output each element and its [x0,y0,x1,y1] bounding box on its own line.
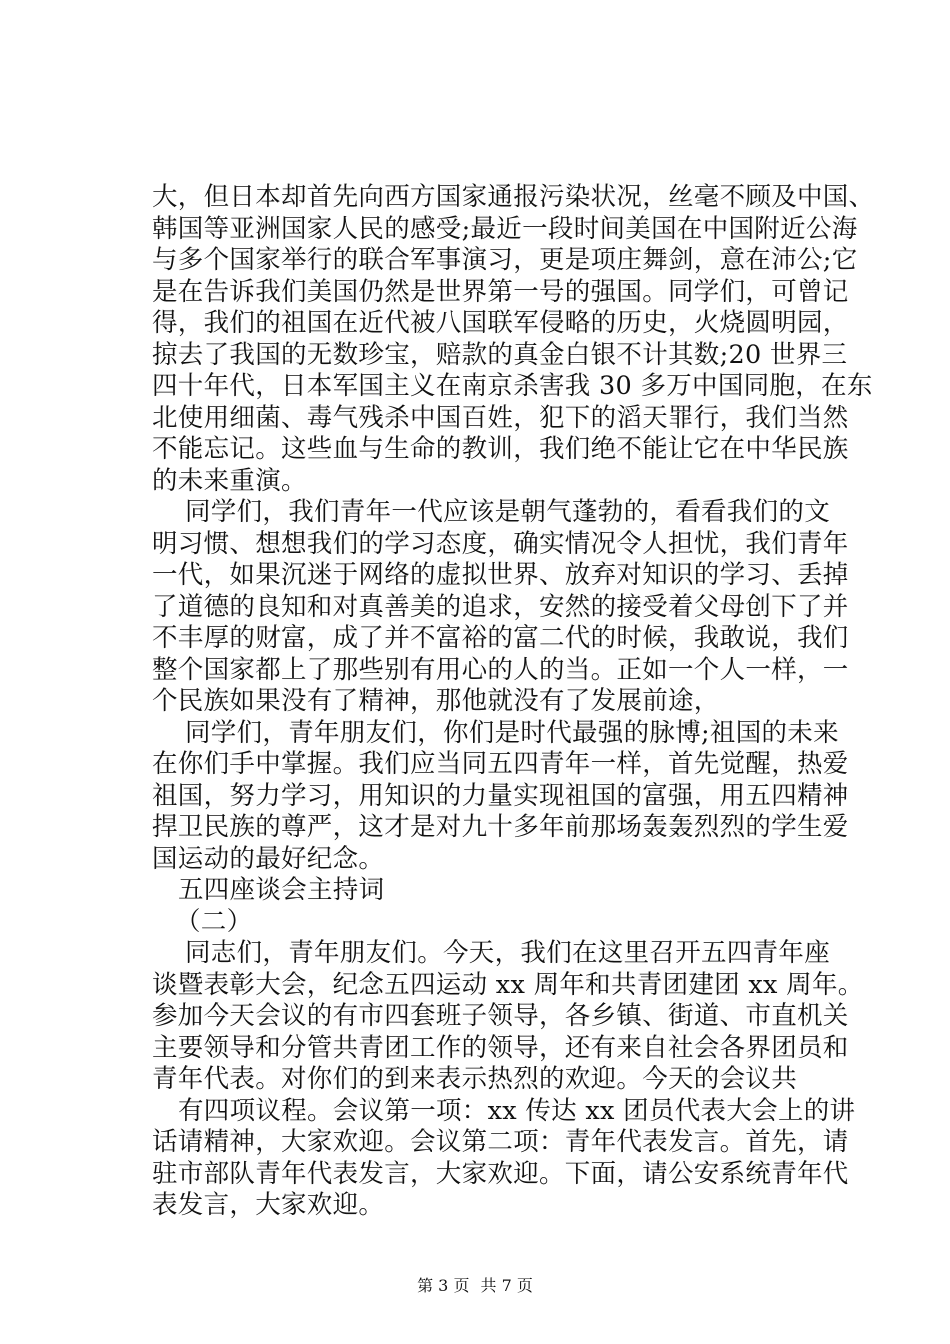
text-line: 与多个国家举行的联合军事演习，更是项庄舞剑，意在沛公;它 [152,245,858,275]
text-line: 掠去了我国的无数珍宝，赔款的真金白银不计其数;20 世界三 [152,340,848,370]
text-line: 青年代表。对你们的到来表示热烈的欢迎。今天的会议共 [152,1064,798,1094]
text-line: 主要领导和分管共青团工作的领导，还有来自社会各界团员和 [152,1033,849,1063]
text-line: 不能忘记。这些血与生命的教训，我们绝不能让它在中华民族 [152,434,849,464]
text-line: 大，但日本却首先向西方国家通报污染状况，丝毫不顾及中国、 [152,182,875,212]
text-line: 是在告诉我们美国仍然是世界第一号的强国。同学们，可曾记 [152,277,849,307]
text-line: 五四座谈会主持词 [178,875,385,905]
text-line: 在你们手中掌握。我们应当同五四青年一样，首先觉醒，热爱 [152,749,849,779]
text-line: 祖国，努力学习，用知识的力量实现祖国的富强，用五四精神 [152,781,849,811]
text-line: 有四项议程。会议第一项：xx 传达 xx 团员代表大会上的讲 [178,1096,856,1126]
text-line: 整个国家都上了那些别有用心的人的当。正如一个人一样，一 [152,655,849,685]
text-line: 北使用细菌、毒气残杀中国百姓，犯下的滔天罪行，我们当然 [152,403,849,433]
text-line: 表发言，大家欢迎。 [152,1190,385,1220]
text-line: 捍卫民族的尊严，这才是对九十多年前那场轰轰烈烈的学生爱 [152,812,849,842]
text-line: 谈暨表彰大会，纪念五四运动 xx 周年和共青团建团 xx 周年。 [152,970,864,1000]
text-line: 国运动的最好纪念。 [152,844,385,874]
text-line: 驻市部队青年代表发言，大家欢迎。下面，请公安系统青年代 [152,1159,849,1189]
text-line: 不丰厚的财富，成了并不富裕的富二代的时候，我敢说，我们 [152,623,849,653]
text-line: 的未来重演。 [152,466,307,496]
text-line: 了道德的良知和对真善美的追求，安然的接受着父母创下了并 [152,592,849,622]
page-footer [0,1276,950,1296]
page-total: 共 7 页 [480,1276,533,1295]
page-number: 第 3 页 [417,1276,470,1295]
text-line: 四十年代，日本军国主义在南京杀害我 30 多万中国同胞，在东 [152,371,873,401]
text-line: 同志们，青年朋友们。今天，我们在这里召开五四青年座 [185,938,831,968]
text-line: 得，我们的祖国在近代被八国联军侵略的历史，火烧圆明园， [152,308,849,338]
text-line: 同学们，青年朋友们，你们是时代最强的脉博;祖国的未来 [185,718,839,748]
text-line: 话请精神，大家欢迎。会议第二项：青年代表发言。首先，请 [152,1127,849,1157]
text-line: 一代，如果沉迷于网络的虚拟世界、放弃对知识的学习、丢掉 [152,560,849,590]
text-line: 个民族如果没有了精神，那他就没有了发展前途， [152,686,720,716]
text-line: 韩国等亚洲国家人民的感受;最近一段时间美国在中国附近公海 [152,214,858,244]
text-line: 参加今天会议的有市四套班子领导，各乡镇、街道、市直机关 [152,1001,849,1031]
text-line: 明习惯、想想我们的学习态度，确实情况令人担忧，我们青年 [152,529,849,559]
text-line: 同学们，我们青年一代应该是朝气蓬勃的，看看我们的文 [185,497,831,527]
text-line: （二） [175,907,253,937]
